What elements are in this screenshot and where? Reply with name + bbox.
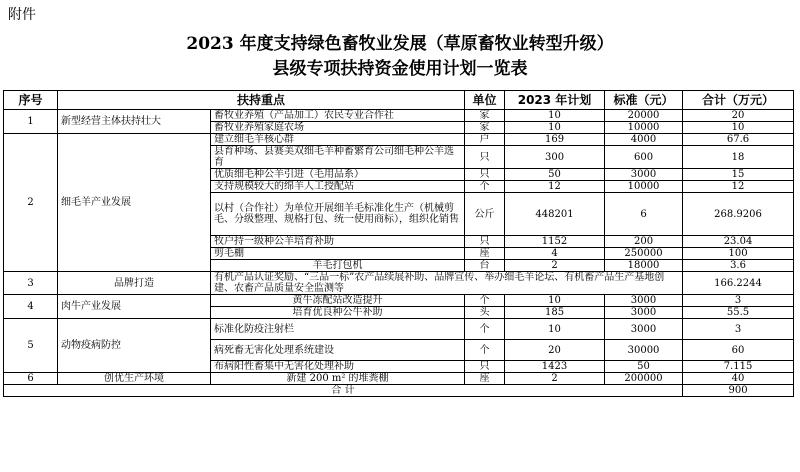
item-name: 羊毛打包机 bbox=[211, 260, 465, 272]
item-total: 15 bbox=[683, 169, 794, 181]
item-plan: 10 bbox=[505, 319, 605, 340]
item-unit: 只 bbox=[465, 169, 505, 181]
item-unit: 个 bbox=[465, 181, 505, 193]
item-plan: 2 bbox=[505, 260, 605, 272]
category-number: 5 bbox=[4, 319, 58, 373]
item-unit: 头 bbox=[465, 307, 505, 319]
item-name: 新建 200 m² 的堆粪棚 bbox=[211, 373, 465, 385]
table-row bbox=[4, 110, 794, 122]
item-name: 布病阳性畜集中无害化处理补助 bbox=[211, 361, 465, 373]
item-total: 67.6 bbox=[683, 134, 794, 146]
item-plan: 1423 bbox=[505, 361, 605, 373]
category-name: 动物疫病防控 bbox=[58, 319, 211, 373]
item-unit: 个 bbox=[465, 295, 505, 307]
table-row bbox=[4, 373, 794, 385]
item-name: 标准化防疫注射栏 bbox=[211, 319, 465, 340]
header-standard: 标准（元） bbox=[605, 91, 683, 110]
item-unit: 座 bbox=[465, 248, 505, 260]
item-total: 23.04 bbox=[683, 236, 794, 248]
item-standard: 10000 bbox=[605, 181, 683, 193]
item-standard: 3000 bbox=[605, 319, 683, 340]
attachment-label: 附件 bbox=[8, 7, 36, 23]
header-unit: 单位 bbox=[465, 91, 505, 110]
header-seq: 序号 bbox=[4, 91, 58, 110]
category-number: 3 bbox=[4, 272, 58, 295]
item-plan: 2 bbox=[505, 373, 605, 385]
item-total: 20 bbox=[683, 110, 794, 122]
item-unit: 只 bbox=[465, 236, 505, 248]
item-plan: 1152 bbox=[505, 236, 605, 248]
header-plan: 2023 年计划 bbox=[505, 91, 605, 110]
document-subtitle: 县级专项扶持资金使用计划一览表 bbox=[272, 59, 528, 79]
item-plan: 185 bbox=[505, 307, 605, 319]
item-plan: 10 bbox=[505, 110, 605, 122]
item-plan: 20 bbox=[505, 340, 605, 361]
document-title: 2023 年度支持绿色畜牧业发展（草原畜牧业转型升级） bbox=[186, 34, 614, 54]
item-name: 剪毛棚 bbox=[211, 248, 465, 260]
header-focus: 扶持重点 bbox=[58, 91, 465, 110]
category-number: 6 bbox=[4, 373, 58, 385]
item-total: 55.5 bbox=[683, 307, 794, 319]
item-plan: 300 bbox=[505, 146, 605, 169]
item-plan: 50 bbox=[505, 169, 605, 181]
item-total: 3 bbox=[683, 319, 794, 340]
item-unit: 家 bbox=[465, 110, 505, 122]
category-name: 创优生产环境 bbox=[58, 373, 211, 385]
item-name: 病死畜无害化处理系统建设 bbox=[211, 340, 465, 361]
item-plan: 169 bbox=[505, 134, 605, 146]
item-name: 县育种场、县赛美双细毛羊种畜繁育公司细毛种公羊选育 bbox=[211, 146, 465, 169]
item-unit: 座 bbox=[465, 373, 505, 385]
item-standard: 3000 bbox=[605, 307, 683, 319]
category-name: 肉牛产业发展 bbox=[58, 295, 211, 319]
item-unit: 户 bbox=[465, 134, 505, 146]
item-standard: 3000 bbox=[605, 295, 683, 307]
item-name: 牧户持一级种公羊培育补助 bbox=[211, 236, 465, 248]
item-standard: 50 bbox=[605, 361, 683, 373]
item-unit: 只 bbox=[465, 146, 505, 169]
item-standard: 4000 bbox=[605, 134, 683, 146]
item-name: 有机产品认证奖励、“三品一标”农产品续展补助、品牌宣传、举办细毛羊论坛、有机畜产品生产基地创建、农畜产品质量安全监测等 bbox=[211, 272, 683, 295]
category-number: 2 bbox=[4, 134, 58, 272]
table-row bbox=[4, 134, 794, 146]
item-total: 18 bbox=[683, 146, 794, 169]
item-total: 60 bbox=[683, 340, 794, 361]
item-unit: 个 bbox=[465, 340, 505, 361]
item-name: 畜牧业养殖家庭农场 bbox=[211, 122, 465, 134]
funding-plan-table bbox=[3, 90, 794, 397]
item-name: 优质细毛种公羊引进（毛用品系） bbox=[211, 169, 465, 181]
item-standard: 250000 bbox=[605, 248, 683, 260]
item-name: 支持规模较大的绵羊人工授配站 bbox=[211, 181, 465, 193]
item-plan: 12 bbox=[505, 181, 605, 193]
item-plan: 448201 bbox=[505, 193, 605, 236]
table-row bbox=[4, 319, 794, 340]
item-total: 3 bbox=[683, 295, 794, 307]
item-standard: 30000 bbox=[605, 340, 683, 361]
item-name: 建立细毛羊核心群 bbox=[211, 134, 465, 146]
item-total: 7.115 bbox=[683, 361, 794, 373]
item-standard: 200000 bbox=[605, 373, 683, 385]
item-standard: 18000 bbox=[605, 260, 683, 272]
grand-total: 900 bbox=[683, 385, 794, 397]
item-unit: 台 bbox=[465, 260, 505, 272]
category-name: 新型经营主体扶持壮大 bbox=[58, 110, 211, 134]
item-unit: 家 bbox=[465, 122, 505, 134]
table-row bbox=[4, 272, 794, 295]
item-name: 以村（合作社）为单位开展细羊毛标准化生产（机械剪毛、分级整理、规格打包、统一使用商标），组织化销售 bbox=[211, 193, 465, 236]
item-total: 268.9206 bbox=[683, 193, 794, 236]
header-total: 合计（万元） bbox=[683, 91, 794, 110]
header-row bbox=[4, 91, 794, 110]
item-plan: 10 bbox=[505, 122, 605, 134]
total-label: 合 计 bbox=[4, 385, 683, 397]
item-total: 3.6 bbox=[683, 260, 794, 272]
item-plan: 10 bbox=[505, 295, 605, 307]
item-total: 12 bbox=[683, 181, 794, 193]
item-standard: 20000 bbox=[605, 110, 683, 122]
total-row bbox=[4, 385, 794, 397]
item-name: 培育优良种公牛补助 bbox=[211, 307, 465, 319]
item-unit: 只 bbox=[465, 361, 505, 373]
item-name: 黄牛冻配站改造提升 bbox=[211, 295, 465, 307]
item-standard: 200 bbox=[605, 236, 683, 248]
item-unit: 公斤 bbox=[465, 193, 505, 236]
category-name: 品牌打造 bbox=[58, 272, 211, 295]
category-number: 1 bbox=[4, 110, 58, 134]
item-name: 畜牧业养殖（产品加工）农民专业合作社 bbox=[211, 110, 465, 122]
item-total: 40 bbox=[683, 373, 794, 385]
table-row bbox=[4, 295, 794, 307]
item-standard: 6 bbox=[605, 193, 683, 236]
item-total: 166.2244 bbox=[683, 272, 794, 295]
item-unit: 个 bbox=[465, 319, 505, 340]
category-number: 4 bbox=[4, 295, 58, 319]
item-total: 100 bbox=[683, 248, 794, 260]
item-standard: 10000 bbox=[605, 122, 683, 134]
item-total: 10 bbox=[683, 122, 794, 134]
item-standard: 3000 bbox=[605, 169, 683, 181]
item-plan: 4 bbox=[505, 248, 605, 260]
category-name: 细毛羊产业发展 bbox=[58, 134, 211, 272]
item-standard: 600 bbox=[605, 146, 683, 169]
